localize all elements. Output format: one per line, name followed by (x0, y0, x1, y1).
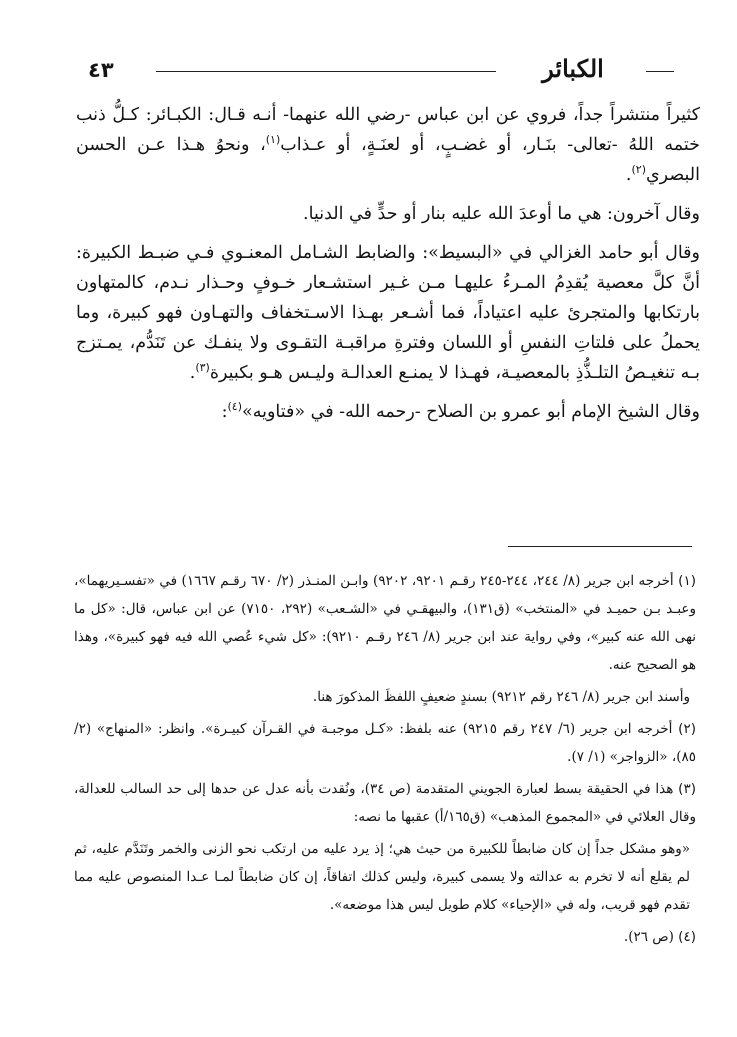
running-title: الكبائر (542, 54, 604, 83)
footnote-2-number: (٢) (678, 721, 696, 737)
page-number: ٤٣ (88, 58, 114, 82)
paragraph-3-end: . (189, 363, 196, 383)
footnote-ref-3: (٣) (195, 361, 210, 375)
footnote-3-number: (٣) (678, 781, 696, 797)
footnote-2-text: أخرجه ابن جرير (٦/ ٢٤٧ رقم ٩٢١٥) عنه بلفظ: «كـل موجبـة في القـرآن كبيـرة». وانظر: «المنهاج» (٢/ ٨٥)، «الزواجر» (١/ ٧). (74, 721, 696, 765)
footnote-3-text: هذا في الحقيقة بسط لعبارة الجويني المتقدمة (ص ٣٤)، ونُقدت بأنه عدل عن حدها إلى حد السالب للعدالة، وقال العلائي في «المجموع المذهب» (ق١٦٥/أ) عقبها ما نصه: (74, 781, 696, 825)
footnote-3-quote: «وهو مشكل جداً إن كان ضابطاً للكبيرة من حيث هي؛ إذ يرد عليه من ارتكب نحو الزنى والخمر وتَنَدَّم عليه، ثم لم يقلع أنه لا تخرم به عدالته ولا يسمى كبيرة، وليس كذلك اتفاقاً، إن كان ضابطاً لمـا عـدا المنصوص عليه مما تقدم فهو قريب، وله في «الإحياء» كلام طويل ليس هذا موضعه». (74, 841, 690, 913)
footnote-ref-2: (٢) (631, 163, 646, 177)
paragraph-3 (76, 238, 700, 388)
paragraph-1 (76, 100, 700, 190)
footnotes (74, 567, 696, 955)
paragraph-2: وقال آخرون: هي ما أوعدَ الله عليه بنار أو حدٍّ في الدنيا. (303, 204, 700, 224)
footnote-2 (74, 715, 696, 771)
footnote-ref-1: (١) (265, 133, 281, 147)
header-rule (156, 71, 496, 72)
footnote-4-number: (٤) (678, 929, 696, 945)
footnote-separator (508, 546, 692, 547)
paragraph-4-text: وقال الشيخ الإمام أبو عمرو بن الصلاح -رحمه الله- في «فتاويه» (241, 402, 700, 422)
paragraph-4 (76, 397, 700, 427)
footnote-4 (74, 923, 696, 951)
footnote-ref-4: (٤) (227, 400, 242, 414)
footnote-1-note: وأسند ابن جرير (٨/ ٢٤٦ رقم ٩٢١٢) بسندٍ ضعيفٍ اللفظَ المذكورَ هنا. (312, 689, 690, 705)
footnote-1 (74, 567, 696, 679)
footnote-3 (74, 775, 696, 831)
paragraph-3-text: وقال أبو حامد الغزالي في «البسيط»: والضابط الشـامل المعنـوي فـي ضبـط الكبيرة: أنَّ كلَّ معصية يُقدِمُ المـرءُ عليهـا مـن غـير استشـعار خـوفٍ وحـذار نـدم، كالمتهاون بارتكابها والمتجرئ عليه اعتياداً، فما أشـعر بهـذا الاسـتخفاف والتهـاون فهو كبيرة، وما يحملُ على فلتاتِ النفسِ أو اللسان وفترةِ مراقبـة التقـوى ولا ينفـك عن تَنَدُّم، يمـتزج بـه تنغيـصُ التلـذُّذِ بالمعصيـة، فهـذا لا يمنـع العدالـة وليـس هـو بكبيرة (76, 243, 700, 383)
paragraph-1-end: . (625, 165, 632, 185)
paragraph-1-text: كثيراً منتشراً جداً، فروي عن ابن عباس -رضي الله عنهما- أنـه قـال: الكبـائر: كـلُّ ذنب ختمه اللهُ -تعالى- بنَـار، أو غضـبٍ، أو لعنَـةٍ، أو عـذاب (76, 105, 700, 155)
footnote-1-text: أخرجه ابن جرير (٨/ ٢٤٤، ٢٤٤-٢٤٥ رقـم ٩٢٠١، ٩٢٠٢) وابـن المنـذر (٢/ ٦٧٠ رقـم ١٦٦٧) في «تفسـيريهما»، وعبـد بـن حميـد في «المنتخب» (ق١٣١)، والبيهقـي في «الشـعب» (٢٩٢، ٧١٥٠) عن ابن عباس، قال: «كل ما نهى الله عنه كبير»، وفي رواية عند ابن جرير (٨/ ٢٤٦ رقـم ٩٢١٠): «كل شيء عُصي الله فيه فهو كبيرة»، وهذا هو الصحيح عنه. (74, 573, 696, 673)
paragraph-4-end: : (221, 402, 228, 422)
header-rule-short (646, 71, 674, 72)
footnote-4-text: (ص ٢٦). (623, 929, 674, 945)
page-header (76, 54, 676, 88)
main-text (76, 100, 700, 436)
paragraph-1-text-2: ، ونحوُ هـذا عـن الحسن البصري (76, 135, 700, 185)
footnote-1-number: (١) (678, 573, 696, 589)
